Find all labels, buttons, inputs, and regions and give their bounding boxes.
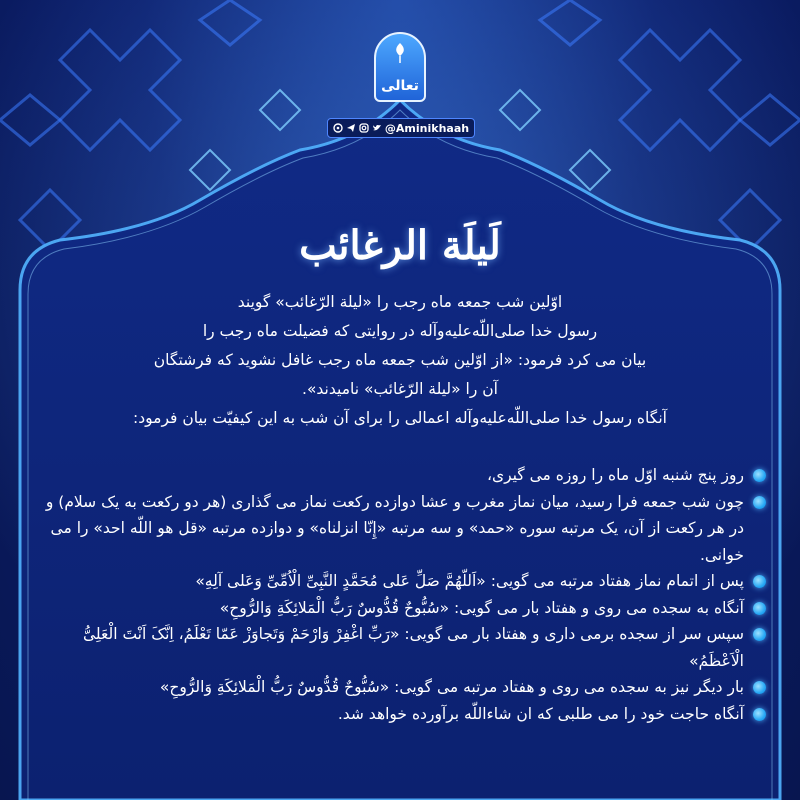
telegram-icon	[346, 123, 356, 133]
intro-line: آن را «لیلة الرّغائب» نامیدند».	[302, 380, 498, 398]
step-text: آنگاه حاجت خود را می طلبی که ان شاءاللّه برآورده خواهد شد.	[337, 704, 744, 723]
intro-line: بیان می کرد فرمود: «از اوّلین شب جمعه ماه رجب غافل نشوید که فرشتگان	[153, 351, 647, 369]
logo-emblem	[374, 32, 426, 102]
step-text: روز پنج شنبه اوّل ماه را روزه می گیری،	[486, 466, 744, 484]
bullet-icon	[753, 628, 766, 641]
bullet-icon	[753, 708, 766, 721]
aparat-icon	[333, 123, 343, 133]
intro-line: اوّلین شب جمعه ماه رجب را «لیلة الرّغائب» گویند	[237, 293, 563, 311]
list-item	[30, 701, 770, 728]
list-item	[30, 621, 770, 674]
bullet-icon	[753, 496, 766, 509]
step-text: چون شب جمعه فرا رسید، میان نماز مغرب و عشا دوازده رکعت نماز می گذاری (هر دو رکعت به یک سلام) و در هر رکعت از آن، یک مرتبه سوره «حمد» و سه مرتبه «إِنّا انزلناه» و دوازده مرتبه «قل هو اللّه احد» را می خوانی.	[45, 492, 744, 564]
intro-line: آنگاه رسول خدا صلی‌اللّه‌علیه‌وآله اعمالی را برای آن شب به این کیفیّت بیان فرمود:	[133, 409, 667, 427]
bullet-icon	[753, 469, 766, 482]
bullet-icon	[753, 602, 766, 615]
list-item	[30, 568, 770, 595]
step-text: آنگاه به سجده می روی و هفتاد بار می گویی: «سُبُّوحٌ قُدُّوسٌ رَبُّ الْمَلائِکَةِ وَالرُّوحِ»	[219, 598, 744, 617]
instagram-icon	[359, 123, 369, 133]
list-item	[30, 595, 770, 622]
list-item	[30, 489, 770, 569]
intro-text	[60, 288, 740, 433]
bullet-icon	[753, 575, 766, 588]
twitter-icon	[372, 123, 382, 133]
list-item	[30, 674, 770, 701]
flower-icon	[390, 42, 410, 64]
social-handle: @Aminikhaah	[384, 121, 470, 135]
brand-logo	[372, 32, 428, 116]
bullet-icon	[753, 681, 766, 694]
social-handle-bar[interactable]	[327, 118, 475, 138]
list-item	[30, 462, 770, 489]
steps-list	[30, 462, 770, 727]
step-text: سپس سر از سجده برمی داری و هفتاد بار می گویی: «رَبِّ اغْفِرْ وَارْحَمْ وَتَجاوَزْ عَمّا تَعْلَمُ، اِنَّکَ اَنْتَ الْعَلِیُّ الْاَعْظَمُ»	[82, 625, 744, 670]
intro-line: رسول خدا صلی‌اللّه‌علیه‌وآله در روایتی که فضیلت ماه رجب را	[202, 322, 598, 340]
step-text: بار دیگر نیز به سجده می روی و هفتاد مرتبه می گویی: «سُبُّوحٌ قُدُّوسٌ رَبُّ الْمَلائِکَةِ وَالرُّوحِ»	[159, 678, 744, 696]
logo-text: تعالی	[381, 78, 419, 94]
page-title: لَیلَة الرغائب	[299, 222, 501, 269]
step-text: پس از اتمام نماز هفتاد مرتبه می گویی: «اَللّهُمَّ صَلِّ عَلی مُحَمَّدٍ النَّبِیِّ الْاُمِّیِّ وَعَلی آلِهِ»	[195, 572, 744, 590]
